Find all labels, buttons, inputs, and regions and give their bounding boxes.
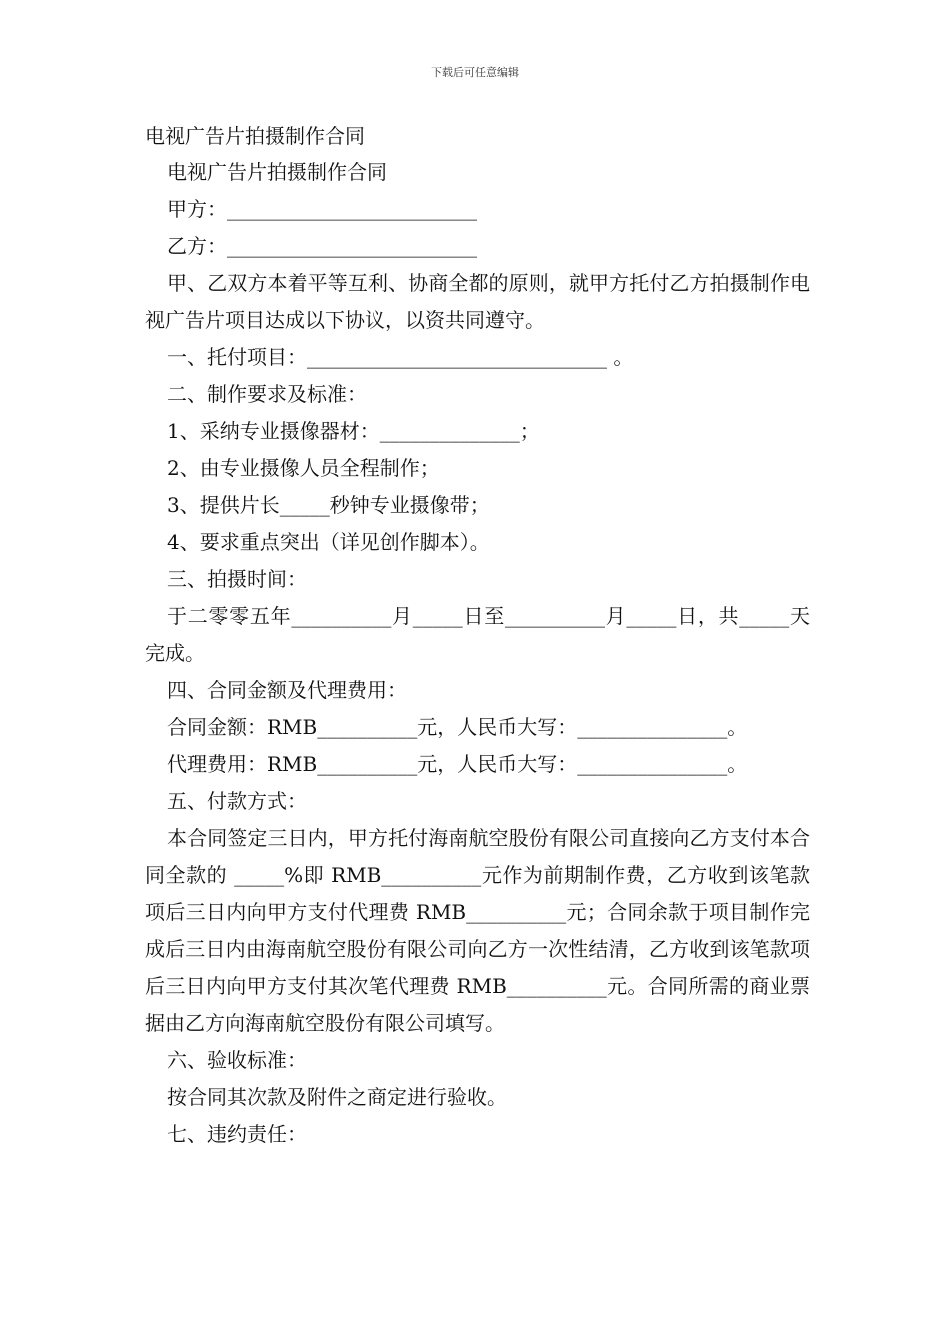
requirement-2: 2、由专业摄像人员全程制作； [167, 456, 440, 480]
contract-body [145, 154, 810, 1153]
page-header-note: 下载后可任意编辑 [431, 66, 519, 79]
section-2-heading: 二、制作要求及标准： [167, 382, 367, 406]
acceptance-line: 按合同其次款及附件之商定进行验收。 [167, 1085, 507, 1109]
requirement-3: 3、提供片长_____秒钟专业摄像带； [167, 493, 490, 517]
section-4-heading: 四、合同金额及代理费用： [167, 678, 407, 702]
party-a-line: 甲方：_________________________ [167, 197, 477, 221]
section-7-heading: 七、违约责任： [167, 1122, 307, 1146]
payment-paragraph: 本合同签定三日内，甲方托付海南航空股份有限公司直接向乙方支付本合同全款的 _____%即 RMB__________元作为前期制作费，乙方收到该笔款项后三日内向甲方支付代理费 RMB__________元；合同余款于项目制作完成后三日内由海南航空股份有限公司向乙方一次性结清，乙方收到该笔款项后三日内向甲方支付其次笔代理费 RMB__________元。合同所需的商业票据由乙方向海南航空股份有限公司填写。 [145, 826, 810, 1035]
requirement-4: 4、要求重点突出（详见创作脚本）。 [167, 530, 490, 554]
contract-amount-line: 合同金额：RMB__________元，人民币大写：_______________。 [167, 715, 748, 739]
preamble-paragraph: 甲、乙双方本着平等互利、协商全都的原则，就甲方托付乙方拍摄制作电视广告片项目达成以下协议，以资共同遵守。 [145, 271, 810, 332]
document-title: 电视广告片拍摄制作合同 [145, 124, 365, 148]
section-6-heading: 六、验收标准： [167, 1048, 307, 1072]
schedule-paragraph: 于二零零五年__________月_____日至__________月_____日，共_____天完成。 [145, 604, 810, 665]
section-1-project: 一、托付项目：______________________________ 。 [167, 345, 634, 369]
requirement-1: 1、采纳专业摄像器材：______________； [167, 419, 540, 443]
section-3-heading: 三、拍摄时间： [167, 567, 307, 591]
agency-fee-line: 代理费用：RMB__________元，人民币大写：_______________。 [167, 752, 748, 776]
party-b-line: 乙方：_________________________ [167, 234, 477, 258]
contract-subtitle: 电视广告片拍摄制作合同 [167, 160, 387, 184]
section-5-heading: 五、付款方式： [167, 789, 307, 813]
